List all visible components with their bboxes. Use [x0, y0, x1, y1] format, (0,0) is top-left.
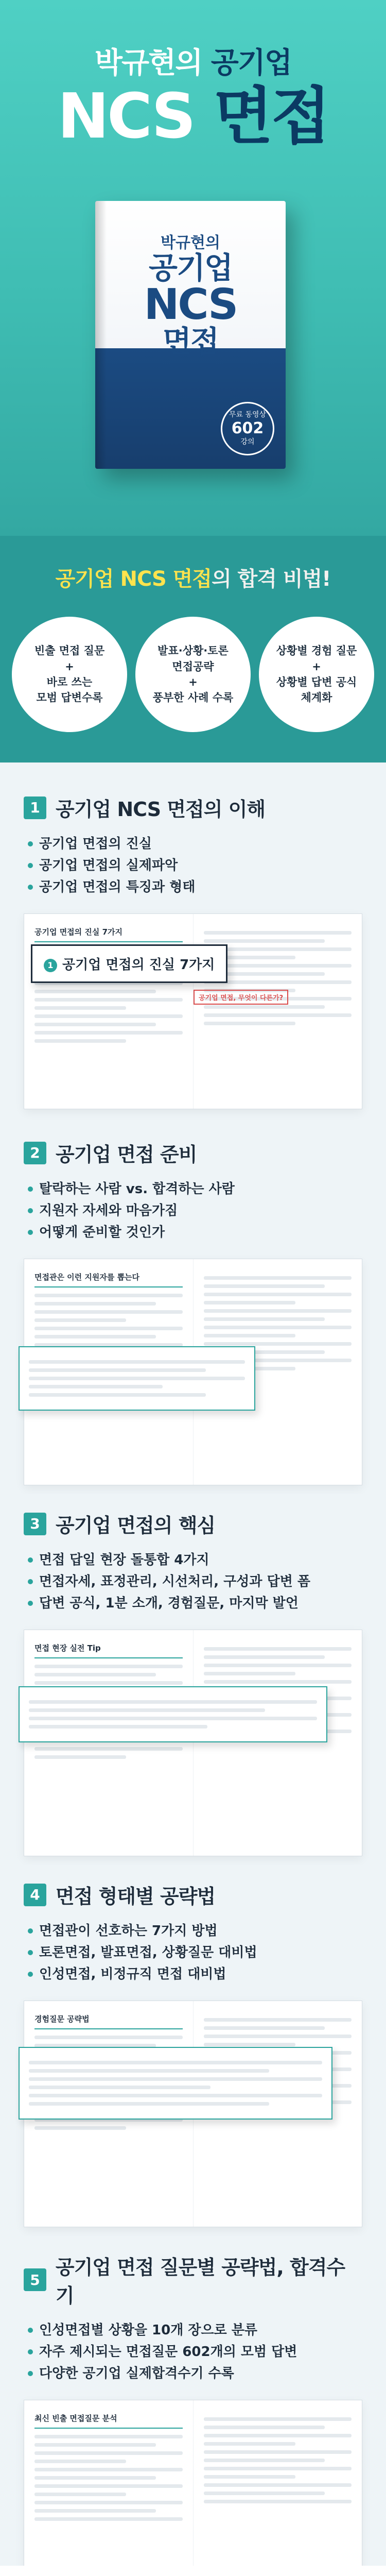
bullet-dot-icon — [28, 1972, 33, 1977]
section-4-preview — [24, 2001, 362, 2227]
bullet-dot-icon — [28, 1928, 33, 1934]
section-5-number: 5 — [24, 2268, 46, 2291]
bullet-dot-icon — [28, 885, 33, 890]
bullet-text: 면접자세, 표정관리, 시선처리, 구성과 답변 폼 — [39, 1574, 310, 1590]
bullet-item — [28, 1592, 362, 1614]
section-3-highlight — [19, 1686, 327, 1742]
book-title-line3: 면접 — [162, 324, 219, 359]
bullet-dot-icon — [28, 2328, 33, 2333]
section-5-preview — [24, 2400, 362, 2576]
section-3-title: 공기업 면접의 핵심 — [56, 1514, 216, 1537]
hero-author-rest: 공기업 — [202, 46, 292, 80]
consulting-section — [0, 2566, 386, 2576]
section-3-header — [24, 1510, 362, 1538]
bullet-dot-icon — [28, 841, 33, 846]
bullet-item — [28, 1920, 362, 1942]
bullet-item — [28, 855, 362, 876]
bullet-item — [28, 1963, 362, 1985]
preview-heading: 최신 빈출 면접질문 분석 — [34, 2413, 183, 2429]
bullet-item — [28, 833, 362, 855]
bullet-text: 탈락하는 사람 vs. 합격하는 사람 — [39, 1181, 235, 1197]
bullet-dot-icon — [28, 2349, 33, 2354]
book-page-preview — [24, 1630, 362, 1856]
bullet-text: 토론면접, 발표면접, 상황질문 대비법 — [39, 1945, 257, 1961]
bullet-text: 다양한 공기업 실제합격수기 수록 — [39, 2366, 234, 2382]
hero-title-b: 면접 — [213, 81, 329, 152]
book-badge-bottom: 강의 — [240, 438, 255, 446]
section-5-header — [24, 2251, 362, 2308]
bullet-item — [28, 2319, 362, 2341]
section-4-bullets — [28, 1920, 362, 1985]
section-2 — [0, 1123, 386, 1494]
section-1-callout — [31, 944, 227, 983]
book-badge-number: 602 — [231, 419, 264, 437]
section-2-preview — [24, 1259, 362, 1485]
section-5-bullets — [28, 2319, 362, 2384]
section-4-title: 면접 형태별 공략법 — [56, 1885, 216, 1908]
book-page-preview — [24, 913, 362, 1109]
hero-subtitle — [0, 0, 386, 81]
bullet-text: 공기업 면접의 진실 — [39, 836, 152, 852]
book-badge — [221, 402, 274, 455]
hero-title-a: NCS — [57, 81, 214, 152]
secrets-heading-rest: 의 합격 비법! — [212, 567, 331, 591]
book-title-line1: 공기업 — [148, 250, 233, 285]
section-3-preview — [24, 1630, 362, 1856]
section-5 — [0, 2236, 386, 2566]
bullet-item — [28, 1942, 362, 1963]
section-2-number: 2 — [24, 1142, 46, 1164]
secret-circle-3: 상황별 경험 질문 + 상황별 답변 공식 체계화 — [259, 617, 374, 732]
bullet-dot-icon — [28, 2371, 33, 2376]
bullet-text: 어떻게 준비할 것인가 — [39, 1225, 165, 1241]
callout-text: 공기업 면접의 진실 7가지 — [62, 957, 215, 973]
book-cover — [95, 201, 286, 469]
bullet-item — [28, 2363, 362, 2384]
secrets-heading-accent: 공기업 NCS 면접 — [55, 567, 212, 591]
section-1-tag: 공기업 면접, 무엇이 다른가? — [194, 990, 288, 1005]
bullet-text: 면접관이 선호하는 7가지 방법 — [39, 1923, 218, 1939]
bullet-text: 인성면접, 비정규직 면접 대비법 — [39, 1967, 226, 1982]
secrets-section — [0, 536, 386, 762]
section-1-bullets — [28, 833, 362, 898]
section-3-number: 3 — [24, 1513, 46, 1535]
bullet-dot-icon — [28, 1230, 33, 1235]
bullet-text: 공기업 면접의 실제파악 — [39, 858, 178, 874]
bullet-dot-icon — [28, 1187, 33, 1192]
secrets-circles — [0, 617, 386, 732]
bullet-text: 답변 공식, 1분 소개, 경험질문, 마지막 발언 — [39, 1596, 299, 1612]
preview-heading: 경험질문 공략법 — [34, 2013, 183, 2029]
callout-number-icon: 1 — [44, 959, 57, 972]
bullet-text: 자주 제시되는 면접질문 602개의 모범 답변 — [39, 2344, 297, 2360]
bullet-item — [28, 876, 362, 898]
bullet-item — [28, 1222, 362, 1243]
bullet-item — [28, 1200, 362, 1222]
bullet-item — [28, 1549, 362, 1571]
bullet-item — [28, 1571, 362, 1592]
bullet-text: 인성면접별 상황을 10개 장으로 분류 — [39, 2323, 258, 2338]
book-author: 박규현의 — [161, 234, 220, 252]
bullet-text: 공기업 면접의 특징과 형태 — [39, 879, 196, 895]
hero-banner — [0, 0, 386, 536]
bullet-dot-icon — [28, 863, 33, 868]
bullet-text: 면접 답일 현장 돌통합 4가지 — [39, 1552, 209, 1568]
bullet-dot-icon — [28, 1208, 33, 1213]
book-title-line2: NCS — [144, 280, 237, 329]
section-3-bullets — [28, 1549, 362, 1614]
bullet-dot-icon — [28, 1950, 33, 1955]
section-4-number: 4 — [24, 1884, 46, 1906]
preview-heading: 공기업 면접의 진실 7가지 — [34, 926, 183, 942]
preview-heading: 면접관은 이런 지원자를 뽑는다 — [34, 1272, 183, 1287]
section-4-highlight — [19, 2047, 332, 2120]
bullet-item — [28, 2341, 362, 2363]
secret-circle-2: 발표·상황·토론 면접공략 + 풍부한 사례 수록 — [135, 617, 251, 732]
bullet-dot-icon — [28, 1579, 33, 1584]
secret-circle-1: 빈출 면접 질문 + 바로 쓰는 모범 답변수록 — [12, 617, 127, 732]
section-4 — [0, 1865, 386, 2236]
section-3 — [0, 1494, 386, 1865]
section-1-preview — [24, 913, 362, 1109]
section-4-header — [24, 1880, 362, 1909]
bullet-item — [28, 1178, 362, 1200]
section-5-title: 공기업 면접 질문별 공략법, 합격수기 — [55, 2256, 345, 2307]
book-page-preview — [24, 2400, 362, 2576]
section-1-title: 공기업 NCS 면접의 이해 — [56, 798, 266, 821]
secrets-heading — [0, 536, 386, 592]
bullet-dot-icon — [28, 1557, 33, 1563]
section-1-number: 1 — [24, 796, 46, 819]
section-1 — [0, 762, 386, 1123]
section-2-bullets — [28, 1178, 362, 1243]
section-2-highlight — [19, 1346, 255, 1411]
book-badge-top: 무료 동영상 — [229, 411, 267, 419]
preview-heading: 면접 현장 실전 Tip — [34, 1642, 183, 1658]
hero-author: 박규현의 — [94, 46, 202, 80]
bullet-dot-icon — [28, 1601, 33, 1606]
section-2-title: 공기업 면접 준비 — [56, 1143, 197, 1166]
bullet-text: 지원자 자세와 마음가짐 — [39, 1203, 178, 1219]
section-1-header — [24, 793, 362, 822]
hero-title — [0, 81, 386, 152]
section-2-header — [24, 1139, 362, 1167]
